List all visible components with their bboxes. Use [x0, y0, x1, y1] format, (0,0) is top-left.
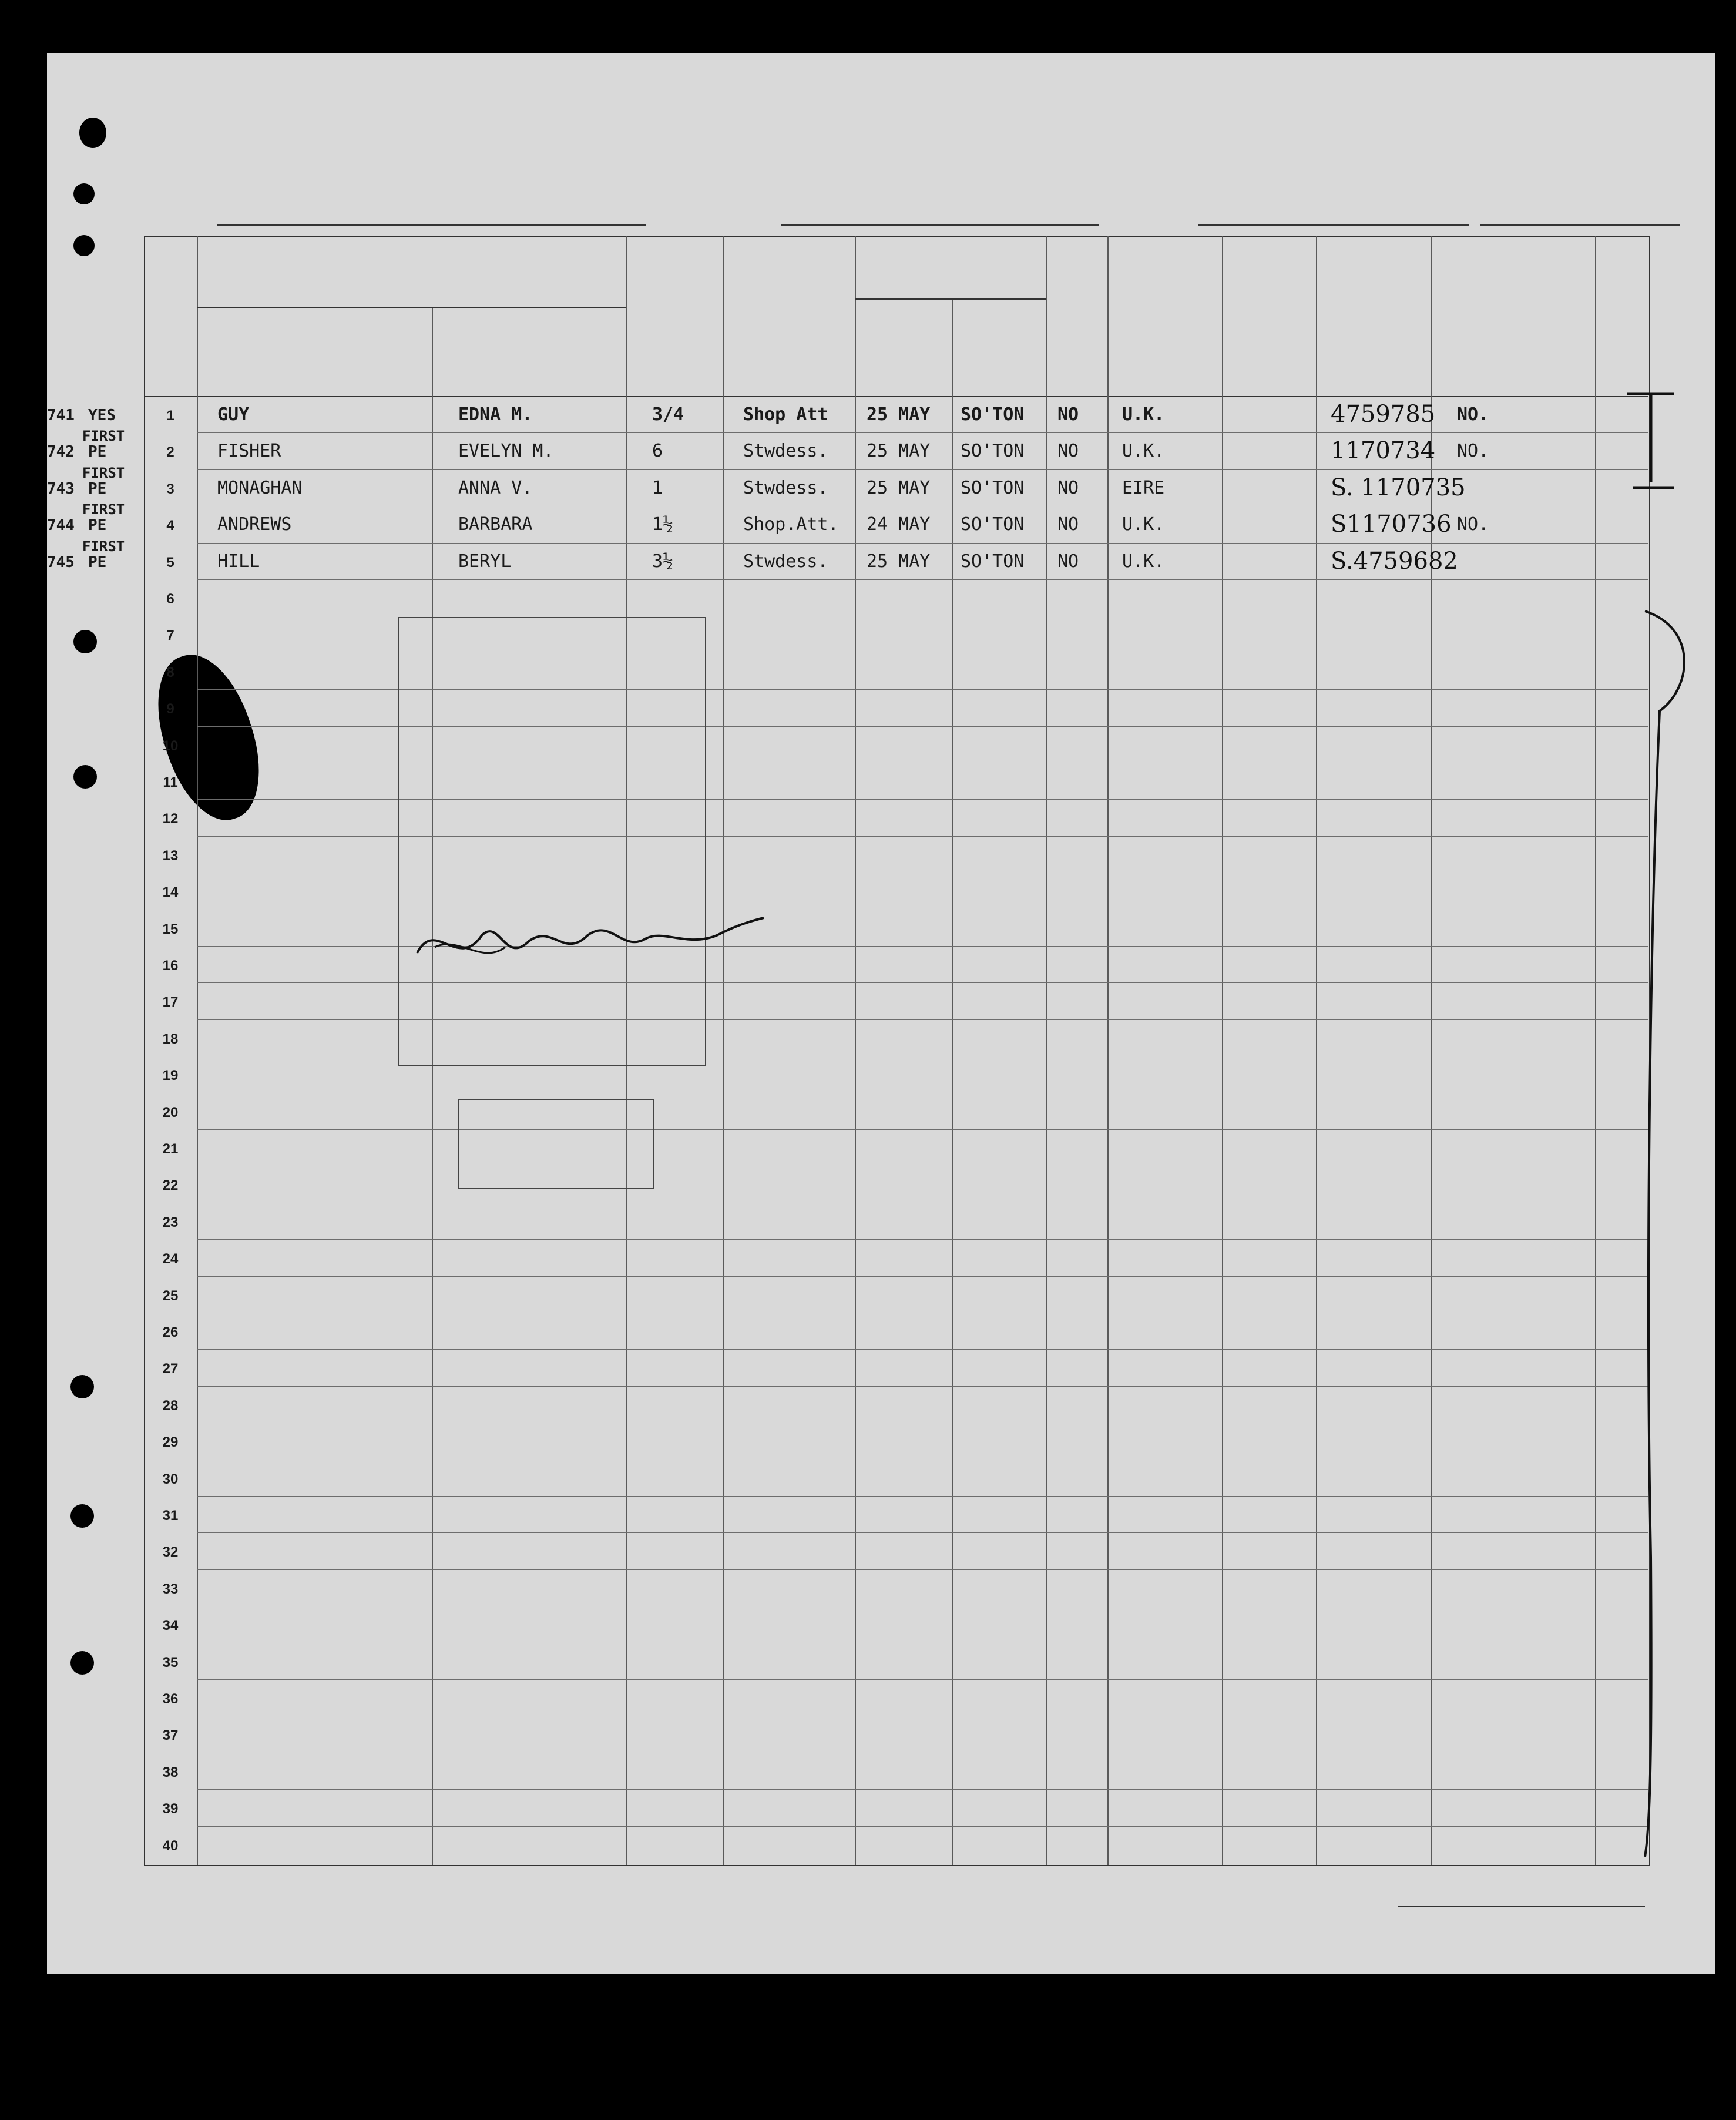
header-divider [144, 396, 1648, 397]
crew-given-name: EDNA M. [458, 404, 533, 425]
row-number: 1 [166, 408, 174, 424]
crew-engaged-when: 25 MAY [867, 551, 931, 572]
crew-family-name: FISHER [217, 441, 281, 462]
row-ruling [197, 1532, 1648, 1533]
row-ruling [197, 1239, 1648, 1240]
row-ruling [197, 1496, 1648, 1497]
crew-position: Stwdess. [743, 551, 828, 572]
crew-position: Shop.Att. [743, 514, 839, 535]
column-rule [1046, 236, 1047, 1865]
punch-hole [70, 1504, 94, 1528]
row-number: 6 [166, 591, 174, 607]
crew-art-number: 744 [47, 516, 75, 535]
row-number: 28 [162, 1397, 179, 1414]
row-number: 19 [162, 1068, 179, 1084]
column-rule [1107, 236, 1109, 1865]
crew-given-name: ANNA V. [458, 477, 533, 498]
crew-position: Stwdess. [743, 477, 828, 498]
row-number: 17 [162, 994, 179, 1011]
row-number: 22 [162, 1178, 179, 1194]
crew-engaged-when: 24 MAY [867, 514, 931, 535]
column-rule [432, 307, 433, 1865]
crew-serial: 1170734 [1331, 437, 1436, 465]
crew-service-years: 3/4 [652, 404, 684, 425]
row-number: 13 [162, 847, 179, 864]
row-number: 11 [163, 774, 178, 790]
column-rule [197, 236, 198, 1865]
crew-country: U.K. [1122, 404, 1165, 425]
row-number: 3 [166, 481, 174, 497]
crew-art-number: 742 [47, 443, 75, 461]
row-number: 39 [162, 1801, 179, 1817]
crew-engaged-where: SO'TON [961, 404, 1025, 425]
crew-status: PE [88, 479, 107, 498]
crew-serial: S.4759682 [1331, 547, 1458, 575]
punch-hole [70, 1651, 94, 1675]
row-number: 26 [162, 1324, 179, 1340]
row-number: 29 [162, 1434, 179, 1451]
footer-officer-underline [1398, 1906, 1645, 1907]
crew-status: PE [88, 443, 107, 461]
row-number: 21 [162, 1141, 179, 1157]
row-number: 7 [166, 628, 174, 644]
crew-given-name: BERYL [458, 551, 512, 572]
crew-country: EIRE [1122, 477, 1165, 498]
punch-hole [70, 1375, 94, 1398]
row-number: 23 [162, 1214, 179, 1230]
column-rule [1316, 236, 1317, 1865]
crew-discharged: NO [1057, 477, 1079, 498]
crew-service-years: 3½ [652, 551, 674, 572]
visa-stamp [398, 617, 706, 1066]
crew-family-name: HILL [217, 551, 260, 572]
row-number: 14 [162, 884, 179, 901]
punch-hole [73, 235, 95, 256]
punch-hole [73, 630, 97, 653]
crew-service-years: 6 [652, 441, 663, 462]
row-ruling [197, 579, 1648, 580]
column-rule [952, 298, 953, 1865]
crew-art-number: 743 [47, 479, 75, 498]
row-number: 36 [162, 1691, 179, 1707]
crew-status-note: FIRST [82, 501, 125, 518]
crew-engaged-where: SO'TON [961, 514, 1025, 535]
crew-serial: S. 1170735 [1331, 474, 1466, 501]
crew-family-name: ANDREWS [217, 514, 292, 535]
row-ruling [197, 1826, 1648, 1827]
crew-country: U.K. [1122, 514, 1165, 535]
row-ruling [197, 1789, 1648, 1790]
row-ruling [197, 1129, 1648, 1130]
column-rule [1222, 236, 1223, 1865]
crew-service-years: 1 [652, 477, 663, 498]
column-rule [855, 236, 856, 1865]
crew-status: YES [88, 407, 116, 424]
row-number: 27 [162, 1361, 179, 1377]
crew-position: Shop Att [743, 404, 828, 425]
row-ruling [197, 432, 1648, 433]
row-number: 24 [162, 1251, 179, 1267]
crew-engaged-when: 25 MAY [867, 404, 931, 425]
row-number: 37 [162, 1727, 179, 1744]
crew-status: PE [88, 553, 107, 571]
row-number: 18 [162, 1031, 179, 1047]
crew-discharged: NO [1057, 404, 1079, 425]
row-number: 25 [162, 1287, 179, 1304]
row-ruling [197, 1679, 1648, 1680]
crew-status-note: FIRST [82, 538, 125, 555]
crew-given-name: BARBARA [458, 514, 533, 535]
officer-bracket [1610, 382, 1715, 1863]
consul-signature [411, 912, 775, 977]
crew-engaged-where: SO'TON [961, 477, 1025, 498]
crew-remarks: NO. [1457, 441, 1489, 462]
crew-engaged-where: SO'TON [961, 441, 1025, 462]
manifest-sheet [47, 53, 1715, 1974]
crew-service-years: 1½ [652, 514, 674, 535]
crew-remarks: NO. [1457, 514, 1489, 535]
col5-subdivider [855, 298, 1046, 300]
row-number: 33 [162, 1581, 179, 1597]
crew-position: Stwdess. [743, 441, 828, 462]
crew-engaged-where: SO'TON [961, 551, 1025, 572]
crew-discharged: NO [1057, 551, 1079, 572]
row-number: 2 [166, 444, 174, 461]
crew-family-name: GUY [217, 404, 250, 425]
crew-serial: S1170736 [1331, 511, 1452, 538]
row-ruling [197, 543, 1648, 544]
crew-serial: 4759785 [1331, 401, 1436, 428]
row-number: 30 [162, 1471, 179, 1487]
row-number: 8 [166, 664, 174, 680]
fee-stamp [458, 1099, 654, 1189]
row-number: 20 [162, 1104, 179, 1121]
crew-engaged-when: 25 MAY [867, 477, 931, 498]
row-number: 31 [162, 1508, 179, 1524]
crew-engaged-when: 25 MAY [867, 441, 931, 462]
row-number: 35 [162, 1654, 179, 1670]
row-number: 15 [162, 921, 179, 937]
row-ruling [197, 1569, 1648, 1570]
crew-family-name: MONAGHAN [217, 477, 303, 498]
row-number: 10 [162, 737, 179, 754]
crew-art-number: 741 [47, 407, 75, 424]
row-ruling [197, 1349, 1648, 1350]
crew-art-number: 745 [47, 553, 75, 571]
crew-status: PE [88, 516, 107, 535]
row-number: 5 [166, 554, 174, 571]
arriving-underline [1198, 224, 1469, 226]
sailing-underline [781, 224, 1099, 226]
crew-remarks: NO. [1457, 404, 1489, 425]
punch-hole [79, 118, 106, 148]
crew-discharged: NO [1057, 514, 1079, 535]
crew-status-note: FIRST [82, 428, 125, 445]
column-rule [1595, 236, 1596, 1865]
crew-given-name: EVELYN M. [458, 441, 554, 462]
punch-hole [73, 183, 95, 204]
crew-status-note: FIRST [82, 464, 125, 481]
crew-country: U.K. [1122, 441, 1165, 462]
row-number: 38 [162, 1764, 179, 1780]
row-number: 9 [166, 701, 174, 717]
crew-country: U.K. [1122, 551, 1165, 572]
row-number: 32 [162, 1544, 179, 1561]
vessel-underline [217, 224, 646, 226]
row-number: 34 [162, 1618, 179, 1634]
row-number: 40 [162, 1837, 179, 1854]
col2-subdivider [197, 307, 626, 308]
row-number: 4 [166, 518, 174, 534]
row-ruling [197, 1276, 1648, 1277]
row-number: 16 [162, 958, 179, 974]
date-underline [1480, 224, 1680, 226]
punch-hole [73, 765, 97, 789]
row-number: 12 [162, 811, 179, 827]
column-rule [723, 236, 724, 1865]
row-ruling [197, 469, 1648, 470]
crew-discharged: NO [1057, 441, 1079, 462]
row-ruling [197, 1386, 1648, 1387]
